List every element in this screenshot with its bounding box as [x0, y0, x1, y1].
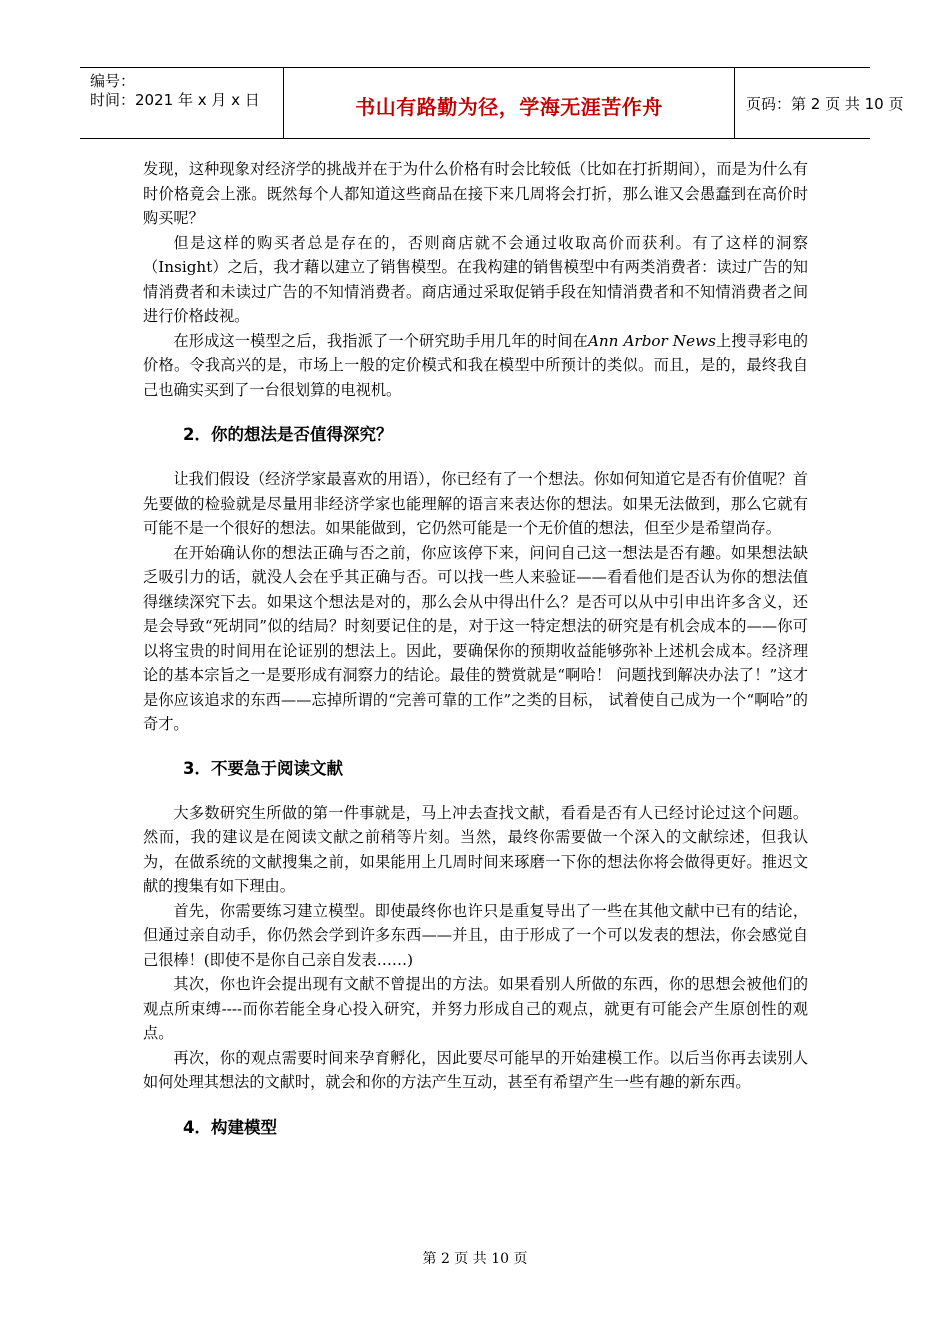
newspaper-title: Ann Arbor News: [587, 331, 716, 350]
section-heading: 4．构建模型: [183, 1117, 277, 1137]
section-heading: 2．你的想法是否值得深究？: [183, 425, 393, 444]
page-header: [80, 67, 904, 139]
header-page-info: 页码：第 2 页 共 10 页: [746, 95, 904, 113]
section-heading: 3．不要急于阅读文献: [183, 758, 343, 778]
header-motto: 书山有路勤为径，学海无涯苦作舟: [355, 95, 663, 119]
paragraph: 首先，你需要练习建立模型。即使最终你也许只是重复导出了一些在其他文献中已有的结论，但通过亲自动手，你仍然会学到许多东西——并且，由于形成了一个可以发表的想法，你会感觉自己很棒！(即使不是你自己亲自发表……): [143, 901, 808, 969]
paragraph: 发现，这种现象对经济学的挑战并在于为什么价格有时会比较低（比如在打折期间），而是为什么有时价格竟会上涨。既然每个人都知道这些商品在接下来几周将会打折，那么谁又会愚蠢到在高价时购买呢？: [143, 160, 808, 227]
header-page-cell: [736, 68, 904, 138]
document-body: [143, 157, 808, 1140]
paragraph: 其次，你也许会提出现有文献不曾提出的方法。如果看别人所做的东西，你的思想会被他们的观点所束缚----而你若能全身心投入研究，并努力形成自己的观点，就更有可能会产生原创性的观点。: [143, 975, 808, 1042]
paragraph: 再次，你的观点需要时间来孕育孵化，因此要尽可能早的开始建模工作。以后当你再去读别人如何处理其想法的文献时，就会和你的方法产生互动，甚至有希望产生一些有趣的新东西。: [143, 1048, 808, 1091]
paragraph: 大多数研究生所做的第一件事就是，马上冲去查找文献，看看是否有人已经讨论过这个问题。然而，我的建议是在阅读文献之前稍等片刻。当然，最终你需要做一个深入的文献综述，但我认为，在做系统的文献搜集之前，如果能用上几周时间来琢磨一下你的想法你将会做得更好。推迟文献的搜集有如下理由。: [143, 803, 808, 895]
paragraph-text: 在形成这一模型之后，我指派了一个研究助手用几年的时间在: [173, 331, 588, 350]
page-footer: 第 2 页 共 10 页: [422, 1251, 528, 1267]
document-date: 时间：2021 年 x 月 x 日: [90, 91, 260, 109]
paragraph-text: 上搜寻彩电的价格。令我高兴的是，市场上一般的定价模式和我在模型中所预计的类似。而且，是的，最终我自己也确实买到了一台很划算的电视机。: [143, 331, 809, 399]
paragraph: [143, 329, 808, 403]
document-code-label: 编号：: [90, 72, 136, 90]
header-motto-cell: [284, 68, 735, 138]
paragraph: 但是这样的购买者总是存在的，否则商店就不会通过收取高价而获利。有了这样的洞察（Insight）之后，我才藉以建立了销售模型。在我构建的销售模型中有两类消费者：读过广告的知情消费者和未读过广告的不知情消费者。商店通过采取促销手段在知情消费者和不知情消费者之间进行价格歧视。: [143, 233, 808, 325]
paragraph: 在开始确认你的想法正确与否之前，你应该停下来，问问自己这一想法是否有趣。如果想法缺乏吸引力的话，就没人会在乎其正确与否。可以找一些人来验证——看看他们是否认为你的想法值得继续深究下去。如果这个想法是对的，那么会从中得出什么？是否可以从中引申出许多含义，还是会导致“死胡同”似的结局？时刻要记住的是，对于这一特定想法的研究是有机会成本的——你可以将宝贵的时间用在论证别的想法上。因此，要确保你的预期收益能够弥补上述机会成本。经济理论的基本宗旨之一是要形成有洞察力的结论。最佳的赞赏就是“啊哈！ 问题找到解决办法了！”这才是你应该追求的东西——忘掉所谓的“完善可靠的工作”之类的目标， 试着使自己成为一个“啊哈”的奇才。: [143, 543, 808, 733]
paragraph: 让我们假设（经济学家最喜欢的用语），你已经有了一个想法。你如何知道它是否有价值呢？首先要做的检验就是尽量用非经济学家也能理解的语言来表达你的想法。如果无法做到，那么它就有可能不是一个很好的想法。如果能做到，它仍然可能是一个无价值的想法，但至少是希望尚存。: [143, 470, 808, 537]
header-meta-cell: [80, 68, 284, 138]
